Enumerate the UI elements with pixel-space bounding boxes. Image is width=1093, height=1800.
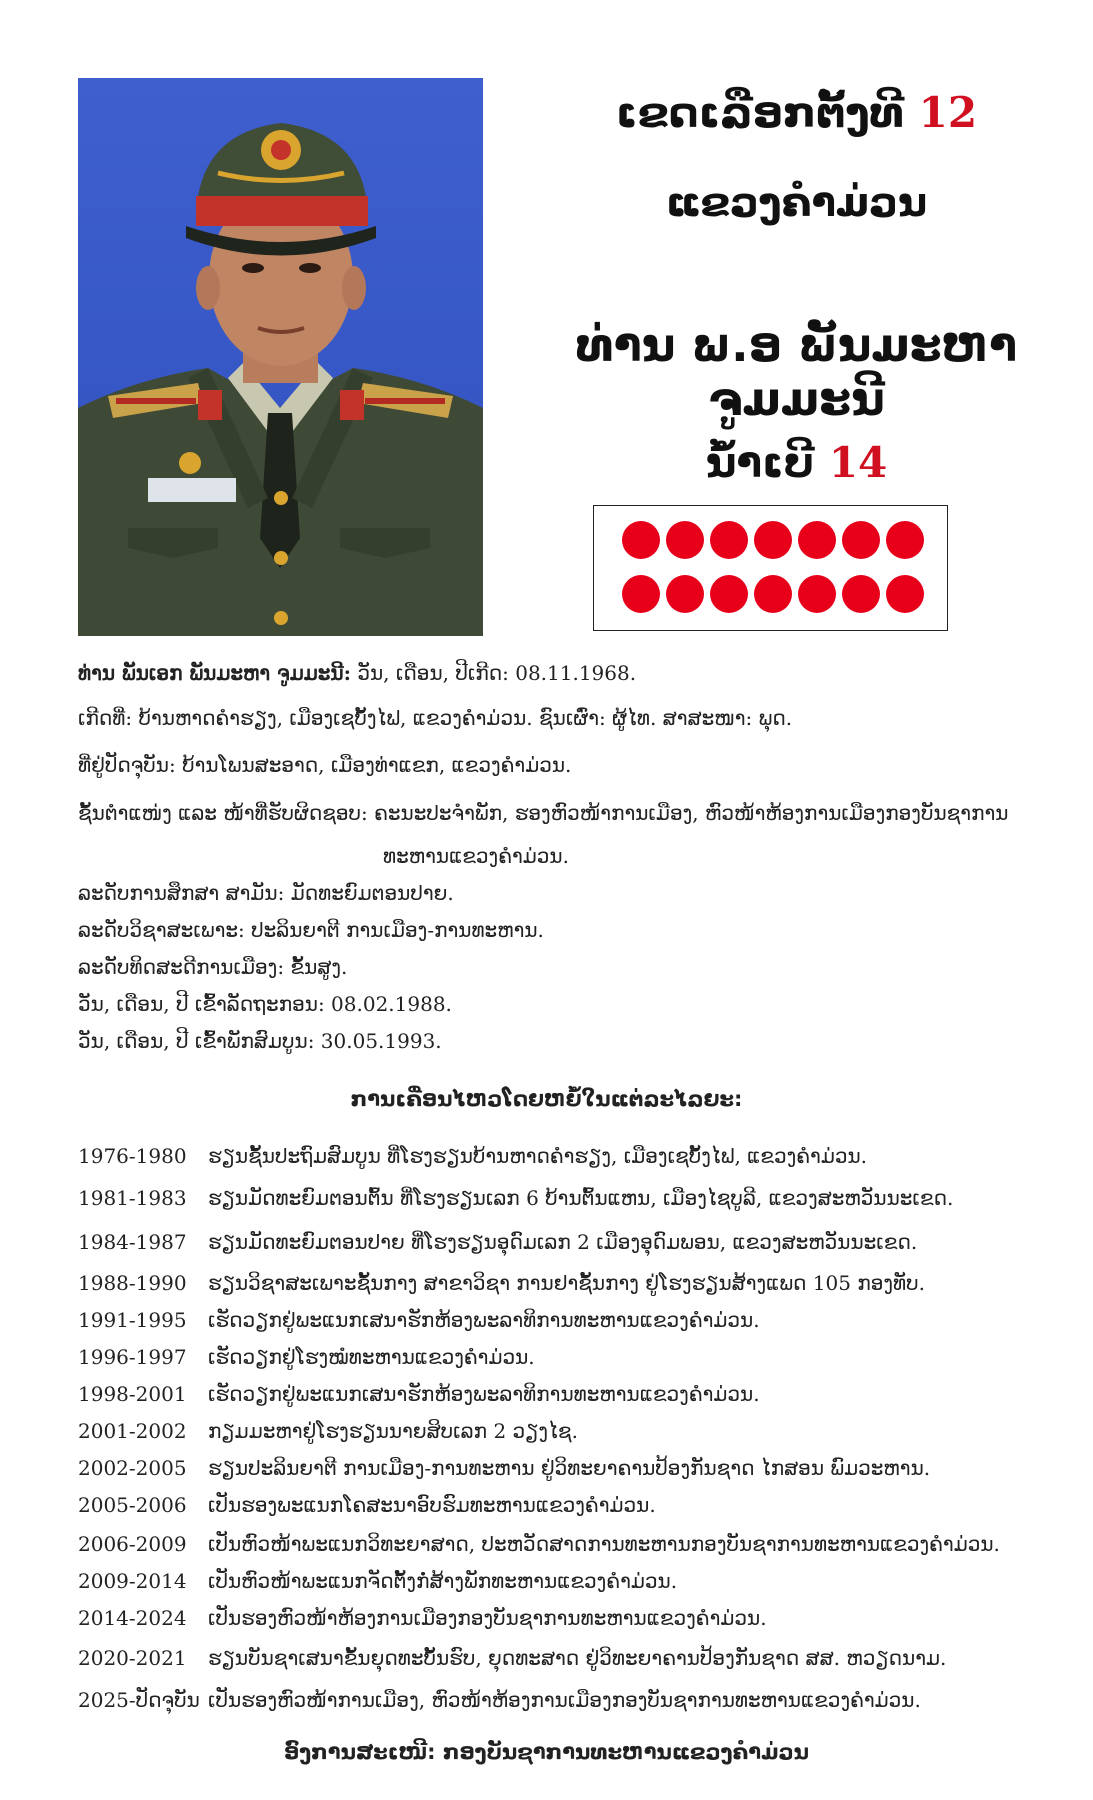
timeline-row [78,1531,1078,1557]
timeline-text: ຮຽນມັດທະຍົມຕອນຕົ້ນ ທີ່ໂຮງຮຽນເລກ 6 ບ້ານຕົ້ນແຫນ, ເມືອງໄຊບູລີ, ແຂວງສະຫວັນນະເຂດ. [208,1186,954,1210]
timeline-year: 1988-1990 [78,1271,187,1295]
bio-line-position: ຊັ້ນຕຳແໜ່ງ ແລະ ໜ້າທີ່ຮັບຜິດຊອບ: ຄະນະປະຈຳພັກ, ຮອງຫົວໜ້າການເມືອງ, ຫົວໜ້າຫ້ອງການເມືອງກອງບັນຊາການ [78,801,1009,825]
ballot-dot [754,521,792,559]
timeline-row [78,1605,1078,1631]
bio-line-party-date: ວັນ, ເດືອນ, ປີ ເຂົ້າພັກສົມບູນ: 30.05.1993. [78,1029,442,1053]
timeline-year: 2006-2009 [78,1532,187,1556]
timeline-text: ເປັນຫົວໜ້າພະແນກວິທະຍາສາດ, ປະຫວັດສາດການທະຫານກອງບັນຊາການທະຫານແຂວງຄຳມ່ວນ. [208,1532,1000,1556]
timeline-text: ເປັນຮອງພະແນກໂຄສະນາອົບຮົມທະຫານແຂວງຄຳມ່ວນ. [208,1493,656,1517]
timeline-row [78,1307,1078,1333]
ballot-dot [842,575,880,613]
bio-name-bold: ທ່ານ ພັນເອກ ພັນມະຫາ ຈູມມະນີ: [78,661,351,685]
ballot-dot [710,521,748,559]
timeline-row [78,1418,1078,1444]
timeline-year: 2005-2006 [78,1493,187,1517]
bio-line-address: ທີ່ຢູ່ປັດຈຸບັນ: ບ້ານໂພນສະອາດ, ເມືອງທ່າແຂກ, ແຂວງຄຳມ່ວນ. [78,753,572,777]
timeline-row [78,1344,1078,1370]
timeline-text: ເປັນຮອງຫົວໜ້າຫ້ອງການເມືອງກອງບັນຊາການທະຫານແຂວງຄຳມ່ວນ. [208,1606,767,1630]
timeline-row [78,1381,1078,1407]
bio-line-position-cont: ທະຫານແຂວງຄຳມ່ວນ. [383,844,569,868]
candidate-name: ທ່ານ ພ.ອ ພັນມະຫາ ຈູມມະນີ [575,318,1018,426]
ballot-dot [622,521,660,559]
footer-proposer: ອົງການສະເໜີ: ກອງບັນຊາການທະຫານແຂວງຄຳມ່ວນ [284,1740,809,1764]
bio-line-education: ລະດັບການສຶກສາ ສາມັນ: ມັດທະຍົມຕອນປາຍ. [78,881,454,905]
timeline-text: ຮຽນປະລິນຍາຕີ ການເມືອງ-ການທະຫານ ຢູ່ວິທະຍາຄານປ້ອງກັນຊາດ ໄກສອນ ພົມວະຫານ. [208,1456,931,1480]
ballot-dots-box [593,505,948,631]
candidate-number-line [500,438,1093,487]
number-label: ນ້ຳເບີ [705,438,815,487]
timeline-row [78,1687,1078,1713]
timeline-row [78,1229,1078,1255]
ballot-dot [666,521,704,559]
ballot-dot [710,575,748,613]
ballot-dot [622,575,660,613]
officer-portrait-illustration [78,78,483,636]
timeline-text: ເຮັດວຽກຢູ່ໂຮງໝໍທະຫານແຂວງຄຳມ່ວນ. [208,1345,535,1369]
timeline-year: 1984-1987 [78,1230,187,1254]
bio-line-birthplace: ເກີດທີ່: ບ້ານຫາດຄຳຮຽງ, ເມືອງເຊບັ້ງໄຟ, ແຂວງຄຳມ່ວນ. ຊົນເຜົ່າ: ຜູ້ໄທ. ສາສະໜາ: ພຸດ. [78,706,793,730]
timeline-text: ເປັນຮອງຫົວໜ້າການເມືອງ, ຫົວໜ້າຫ້ອງການເມືອງກອງບັນຊາການທະຫານແຂວງຄຳມ່ວນ. [208,1688,921,1712]
ballot-dot [798,521,836,559]
timeline-year: 1996-1997 [78,1345,187,1369]
timeline-year: 2025-ປັດຈຸບັນ [78,1688,200,1712]
timeline-text: ເຮັດວຽກຢູ່ພະແນກເສນາຮັກຫ້ອງພະລາທິການທະຫານແຂວງຄຳມ່ວນ. [208,1308,760,1332]
province-name: ແຂວງຄຳມ່ວນ [665,180,928,226]
timeline-row [78,1568,1078,1594]
timeline-year: 2009-2014 [78,1569,187,1593]
timeline-text: ກຽມມະຫາຢູ່ໂຮງຮຽນນາຍສິບເລກ 2 ວຽງໄຊ. [208,1419,578,1443]
candidate-number: 14 [828,438,888,487]
candidate-photo [78,78,483,636]
bio-line-specialty: ລະດັບວິຊາສະເພາະ: ປະລິນຍາຕີ ການເມືອງ-ການທະຫານ. [78,918,544,942]
timeline-row [78,1492,1078,1518]
timeline-text: ເປັນຫົວໜ້າພະແນກຈັດຕັ້ງກໍ່ສ້າງພັກທະຫານແຂວງຄຳມ່ວນ. [208,1569,678,1593]
timeline-text: ຮຽນບັນຊາເສນາຂັ້ນຍຸດທະບັ້ນຮົບ, ຍຸດທະສາດ ຢູ່ວິທະຍາຄານປ້ອງກັນຊາດ ສສ. ຫວຽດນາມ. [208,1646,947,1670]
timeline-text: ຮຽນຊັ້ນປະຖົມສົມບູນ ທີ່ໂຮງຮຽນບ້ານຫາດຄຳຮຽງ, ເມືອງເຊບັ້ງໄຟ, ແຂວງຄຳມ່ວນ. [208,1144,868,1168]
ballot-dot [754,575,792,613]
timeline-text: ຮຽນມັດທະຍົມຕອນປາຍ ທີ່ໂຮງຮຽນອຸດົມເລກ 2 ເມືອງອຸດົມພອນ, ແຂວງສະຫວັນນະເຂດ. [208,1230,918,1254]
timeline-year: 1981-1983 [78,1186,187,1210]
timeline-year: 1976-1980 [78,1144,187,1168]
constituency-number: 12 [918,88,978,137]
timeline-text: ຮຽນວິຊາສະເພາະຊັ້ນກາງ ສາຂາວິຊາ ການຢາຊັ້ນກາງ ຢູ່ໂຮງຮຽນສ້າງແພດ 105 ກອງທັບ. [208,1271,926,1295]
ballot-dot [886,521,924,559]
bio-line-civil-service-date: ວັນ, ເດືອນ, ປີ ເຂົ້າລັດຖະກອນ: 08.02.1988. [78,992,452,1016]
timeline-year: 2001-2002 [78,1419,187,1443]
timeline-year: 1998-2001 [78,1382,187,1406]
timeline-row [78,1270,1078,1296]
timeline-row [78,1143,1078,1169]
ballot-dot [666,575,704,613]
timeline-title: ການເຄື່ອນໄຫວໂດຍຫຍໍ້ໃນແຕ່ລະໄລຍະ: [350,1087,743,1111]
timeline-year: 2020-2021 [78,1646,187,1670]
bio-line-political-theory: ລະດັບທິດສະດີການເມືອງ: ຂັ້ນສູງ. [78,955,348,979]
timeline-row [78,1645,1078,1671]
ballot-dot [842,521,880,559]
constituency-title [500,88,1093,137]
timeline-row [78,1185,1078,1211]
bio-line-birthdate [78,660,1038,686]
timeline-year: 2014-2024 [78,1606,187,1630]
ballot-dot [798,575,836,613]
bio-birthdate: ວັນ, ເດືອນ, ປີເກີດ: 08.11.1968. [351,661,637,685]
constituency-label: ເຂດເລືອກຕັ້ງທີ [615,88,904,137]
timeline-year: 2002-2005 [78,1456,187,1480]
ballot-dot [886,575,924,613]
timeline-row [78,1455,1078,1481]
timeline-year: 1991-1995 [78,1308,187,1332]
timeline-text: ເຮັດວຽກຢູ່ພະແນກເສນາຮັກຫ້ອງພະລາທິການທະຫານແຂວງຄຳມ່ວນ. [208,1382,760,1406]
